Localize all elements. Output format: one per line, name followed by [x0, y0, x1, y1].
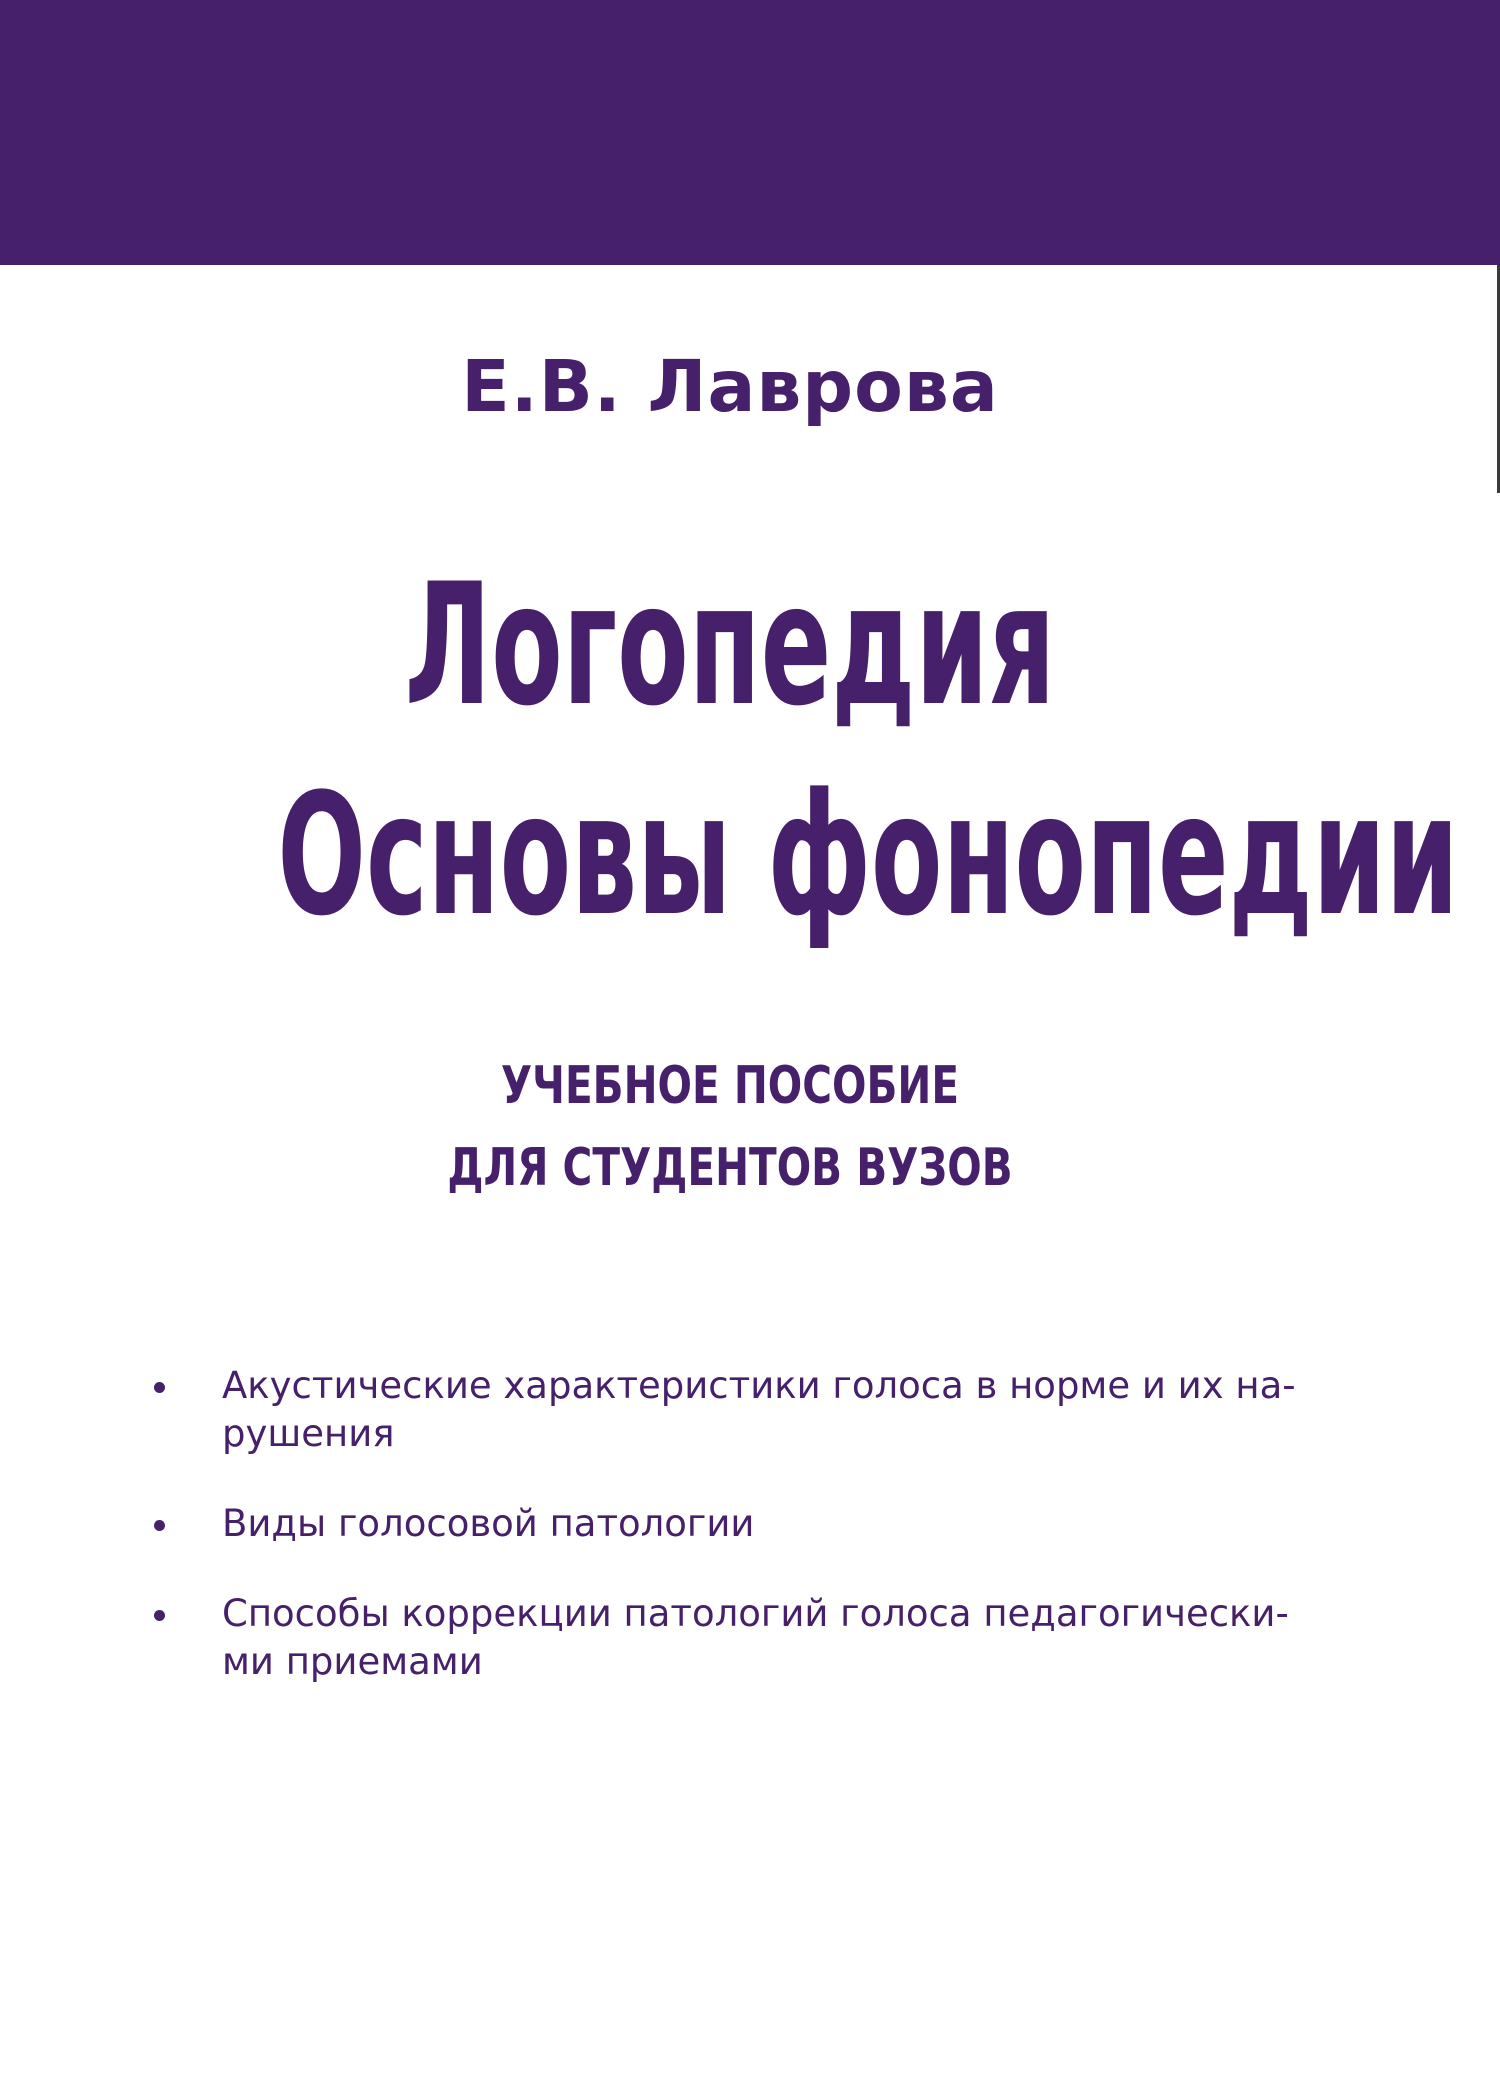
feature-list: [150, 1362, 1300, 1728]
feature-item: [150, 1590, 1300, 1686]
bullet-icon: [154, 1382, 165, 1393]
feature-item: [150, 1362, 1300, 1458]
book-title-line-1: Логопедия: [404, 547, 1056, 743]
top-color-band: [0, 0, 1500, 265]
feature-text-line: ми приемами: [222, 1640, 483, 1683]
book-subtitle-line-2: ДЛЯ СТУДЕНТОВ ВУЗОВ: [447, 1138, 1013, 1198]
bullet-icon: [154, 1520, 165, 1531]
bullet-icon: [154, 1610, 165, 1621]
book-subtitle-line-1: УЧЕБНОЕ ПОСОБИЕ: [500, 1056, 960, 1116]
feature-text-line: Акустические характеристики голоса в норме и их на-: [222, 1364, 1296, 1407]
feature-text-line: рушения: [222, 1412, 395, 1455]
book-title-line-2: Основы фонопедии: [277, 757, 1459, 953]
feature-text-line: Способы коррекции патологий голоса педагогически-: [222, 1592, 1289, 1635]
feature-text-line: Виды голосовой патологии: [222, 1502, 755, 1545]
feature-item: [150, 1500, 1300, 1548]
author-name: Е.В. Лаврова: [461, 345, 999, 428]
